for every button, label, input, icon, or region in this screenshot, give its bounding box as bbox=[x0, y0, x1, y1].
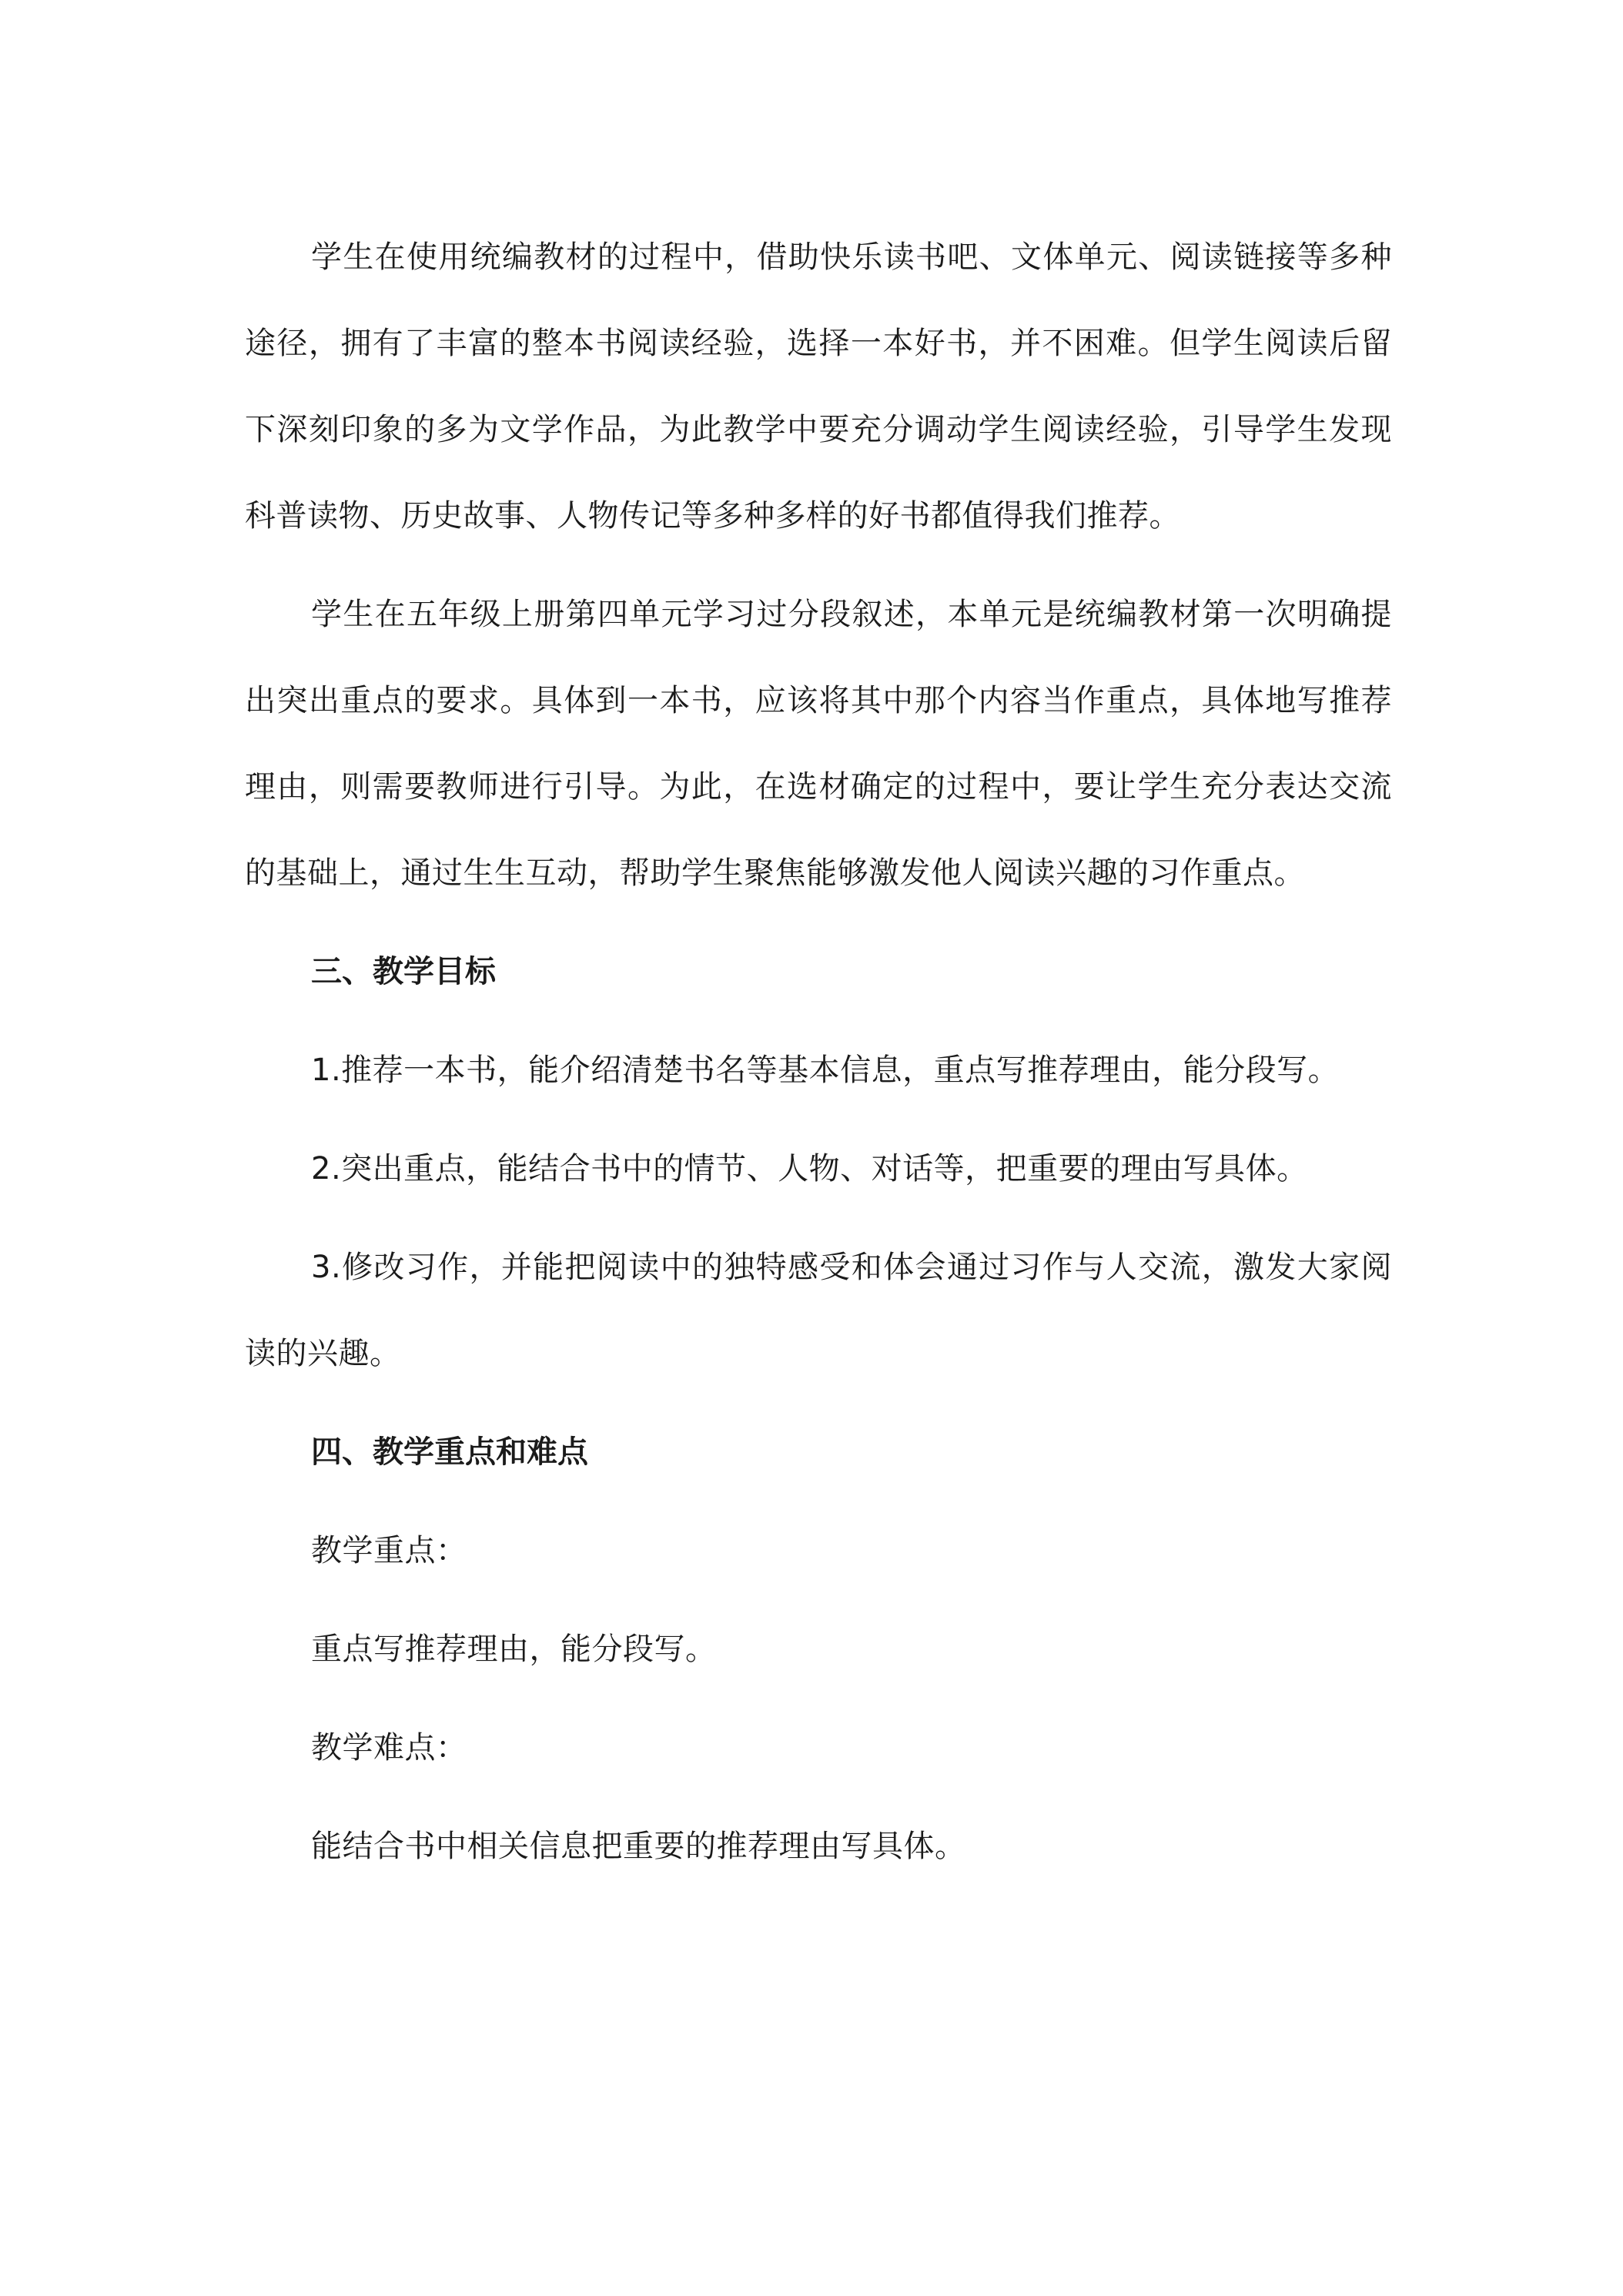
paragraph-reading-experience: 学生在使用统编教材的过程中，借助快乐读书吧、文体单元、阅读链接等多种途径，拥有了丰富的整本书阅读经验，选择一本好书，并不困难。但学生阅读后留下深刻印象的多为文学作品，为此教学中要充分调动学生阅读经验，引导学生发现科普读物、历史故事、人物传记等多种多样的好书都值得我们推荐。 bbox=[245, 239, 1392, 534]
section-heading-teaching-goals: 三、教学目标 bbox=[311, 954, 496, 989]
document-body bbox=[245, 214, 1392, 1889]
goal-item: 1.推荐一本书，能介绍清楚书名等基本信息，重点写推荐理由，能分段写。 bbox=[311, 1053, 1340, 1088]
section-heading-key-points: 四、教学重点和难点 bbox=[311, 1434, 588, 1470]
difficulty-label: 教学难点： bbox=[311, 1730, 467, 1766]
paragraph-highlight-focus: 学生在五年级上册第四单元学习过分段叙述，本单元是统编教材第一次明确提出突出重点的要求。具体到一本书，应该将其中那个内容当作重点，具体地写推荐理由，则需要教师进行引导。为此，在选材确定的过程中，要让学生充分表达交流的基础上，通过生生互动，帮助学生聚焦能够激发他人阅读兴趣的习作重点。 bbox=[245, 597, 1392, 891]
focus-label: 教学重点： bbox=[311, 1533, 467, 1568]
goal-item: 2.突出重点，能结合书中的情节、人物、对话等，把重要的理由写具体。 bbox=[311, 1151, 1308, 1186]
goal-item: 3.修改习作，并能把阅读中的独特感受和体会通过习作与人交流，激发大家阅读的兴趣。 bbox=[245, 1250, 1392, 1371]
difficulty-text: 能结合书中相关信息把重要的推荐理由写具体。 bbox=[311, 1829, 966, 1864]
focus-text: 重点写推荐理由，能分段写。 bbox=[311, 1632, 717, 1667]
